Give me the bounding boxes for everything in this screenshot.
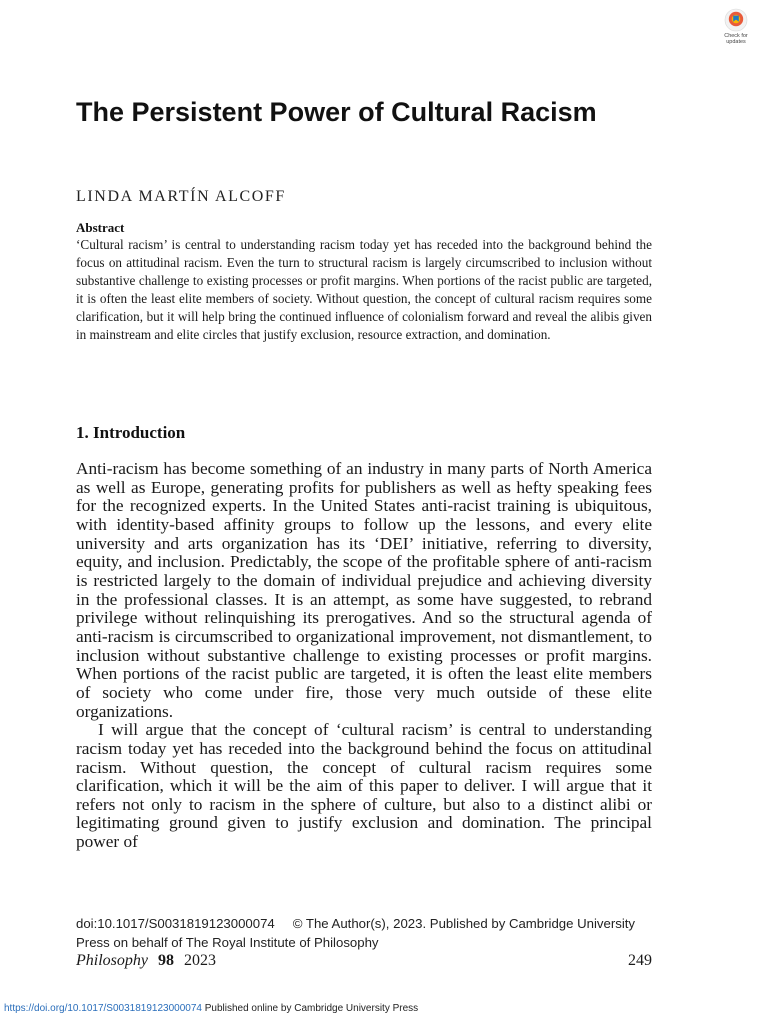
citation-notice	[76, 914, 656, 952]
author-name: LINDA MARTÍN ALCOFF	[76, 188, 286, 205]
journal-volume: 98	[158, 952, 174, 969]
abstract-heading: Abstract	[76, 220, 125, 235]
check-for-updates-badge[interactable]	[716, 8, 756, 48]
footer	[4, 1003, 418, 1014]
journal-line	[76, 952, 652, 970]
check-for-updates-icon	[724, 8, 748, 32]
doi-text[interactable]: doi:10.1017/S0031819123000074	[76, 916, 275, 931]
journal-name: Philosophy	[76, 952, 148, 969]
page-number: 249	[628, 952, 652, 969]
body-text	[76, 460, 652, 852]
abstract-text: ‘Cultural racism’ is central to understanding racism today yet has receded into the background behind the focus on attitudinal racism. Even the turn to structural racism is largely circumscribed to inclusion without substantive challenge to existing processes or profit margins. When portions of the racist public are targeted, it is often the least elite members of society. Without question, the concept of cultural racism requires some clarification, but it will help bring the continued influence of colonialism forward and reveal the alibis given in mainstream and elite circles that justify exclusion, resource extraction, and domination.	[76, 237, 652, 342]
body-paragraph: I will argue that the concept of ‘cultural racism’ is central to understanding racism today yet has receded into the background behind the focus on attitudinal racism. Without question, the concept of cultural racism requires some clarification, which it will be the aim of this paper to deliver. I will argue that it refers not only to racism in the sphere of culture, but also to a distinct alibi or legitimating ground given to justify exclusion and domination. The principal power of	[76, 720, 652, 852]
article-title: The Persistent Power of Cultural Racism	[76, 97, 597, 127]
section-heading: 1. Introduction	[76, 423, 186, 442]
license-text: © The Author(s), 2023. Published by Cambridge University Press on behalf of The Royal Institute of Philosophy	[76, 916, 636, 950]
doi-link[interactable]: https://doi.org/10.1017/S0031819123000074	[4, 1003, 202, 1014]
body-paragraph: Anti-racism has become something of an industry in many parts of North America as well as Europe, generating profits for publishers as well as hefty speaking fees for the recognized experts. In the United States anti-racist training is ubiquitous, with identity-based affinity groups to follow up the lessons, and every elite university and arts organization has its ‘DEI’ initiative, referring to diversity, equity, and inclusion. Predictably, the scope of the profitable sphere of anti-racism is restricted largely to the domain of individual prejudice and achieving diversity in the professional classes. It is an attempt, as some have suggested, to rebrand privilege without relinquishing its prerogatives. And so the structural agenda of anti-racism is circumscribed to organizational improvement, not dismantlement, to inclusion without substantive challenge to existing processes or profit margins. When portions of the racist public are targeted, it is often the least elite members of society who come under fire, those very much outside of these elite organizations.	[76, 459, 652, 721]
footer-text: Published online by Cambridge University Press	[204, 1003, 419, 1014]
journal-year: 2023	[184, 952, 216, 969]
check-for-updates-caption: Check for updates	[724, 33, 748, 45]
